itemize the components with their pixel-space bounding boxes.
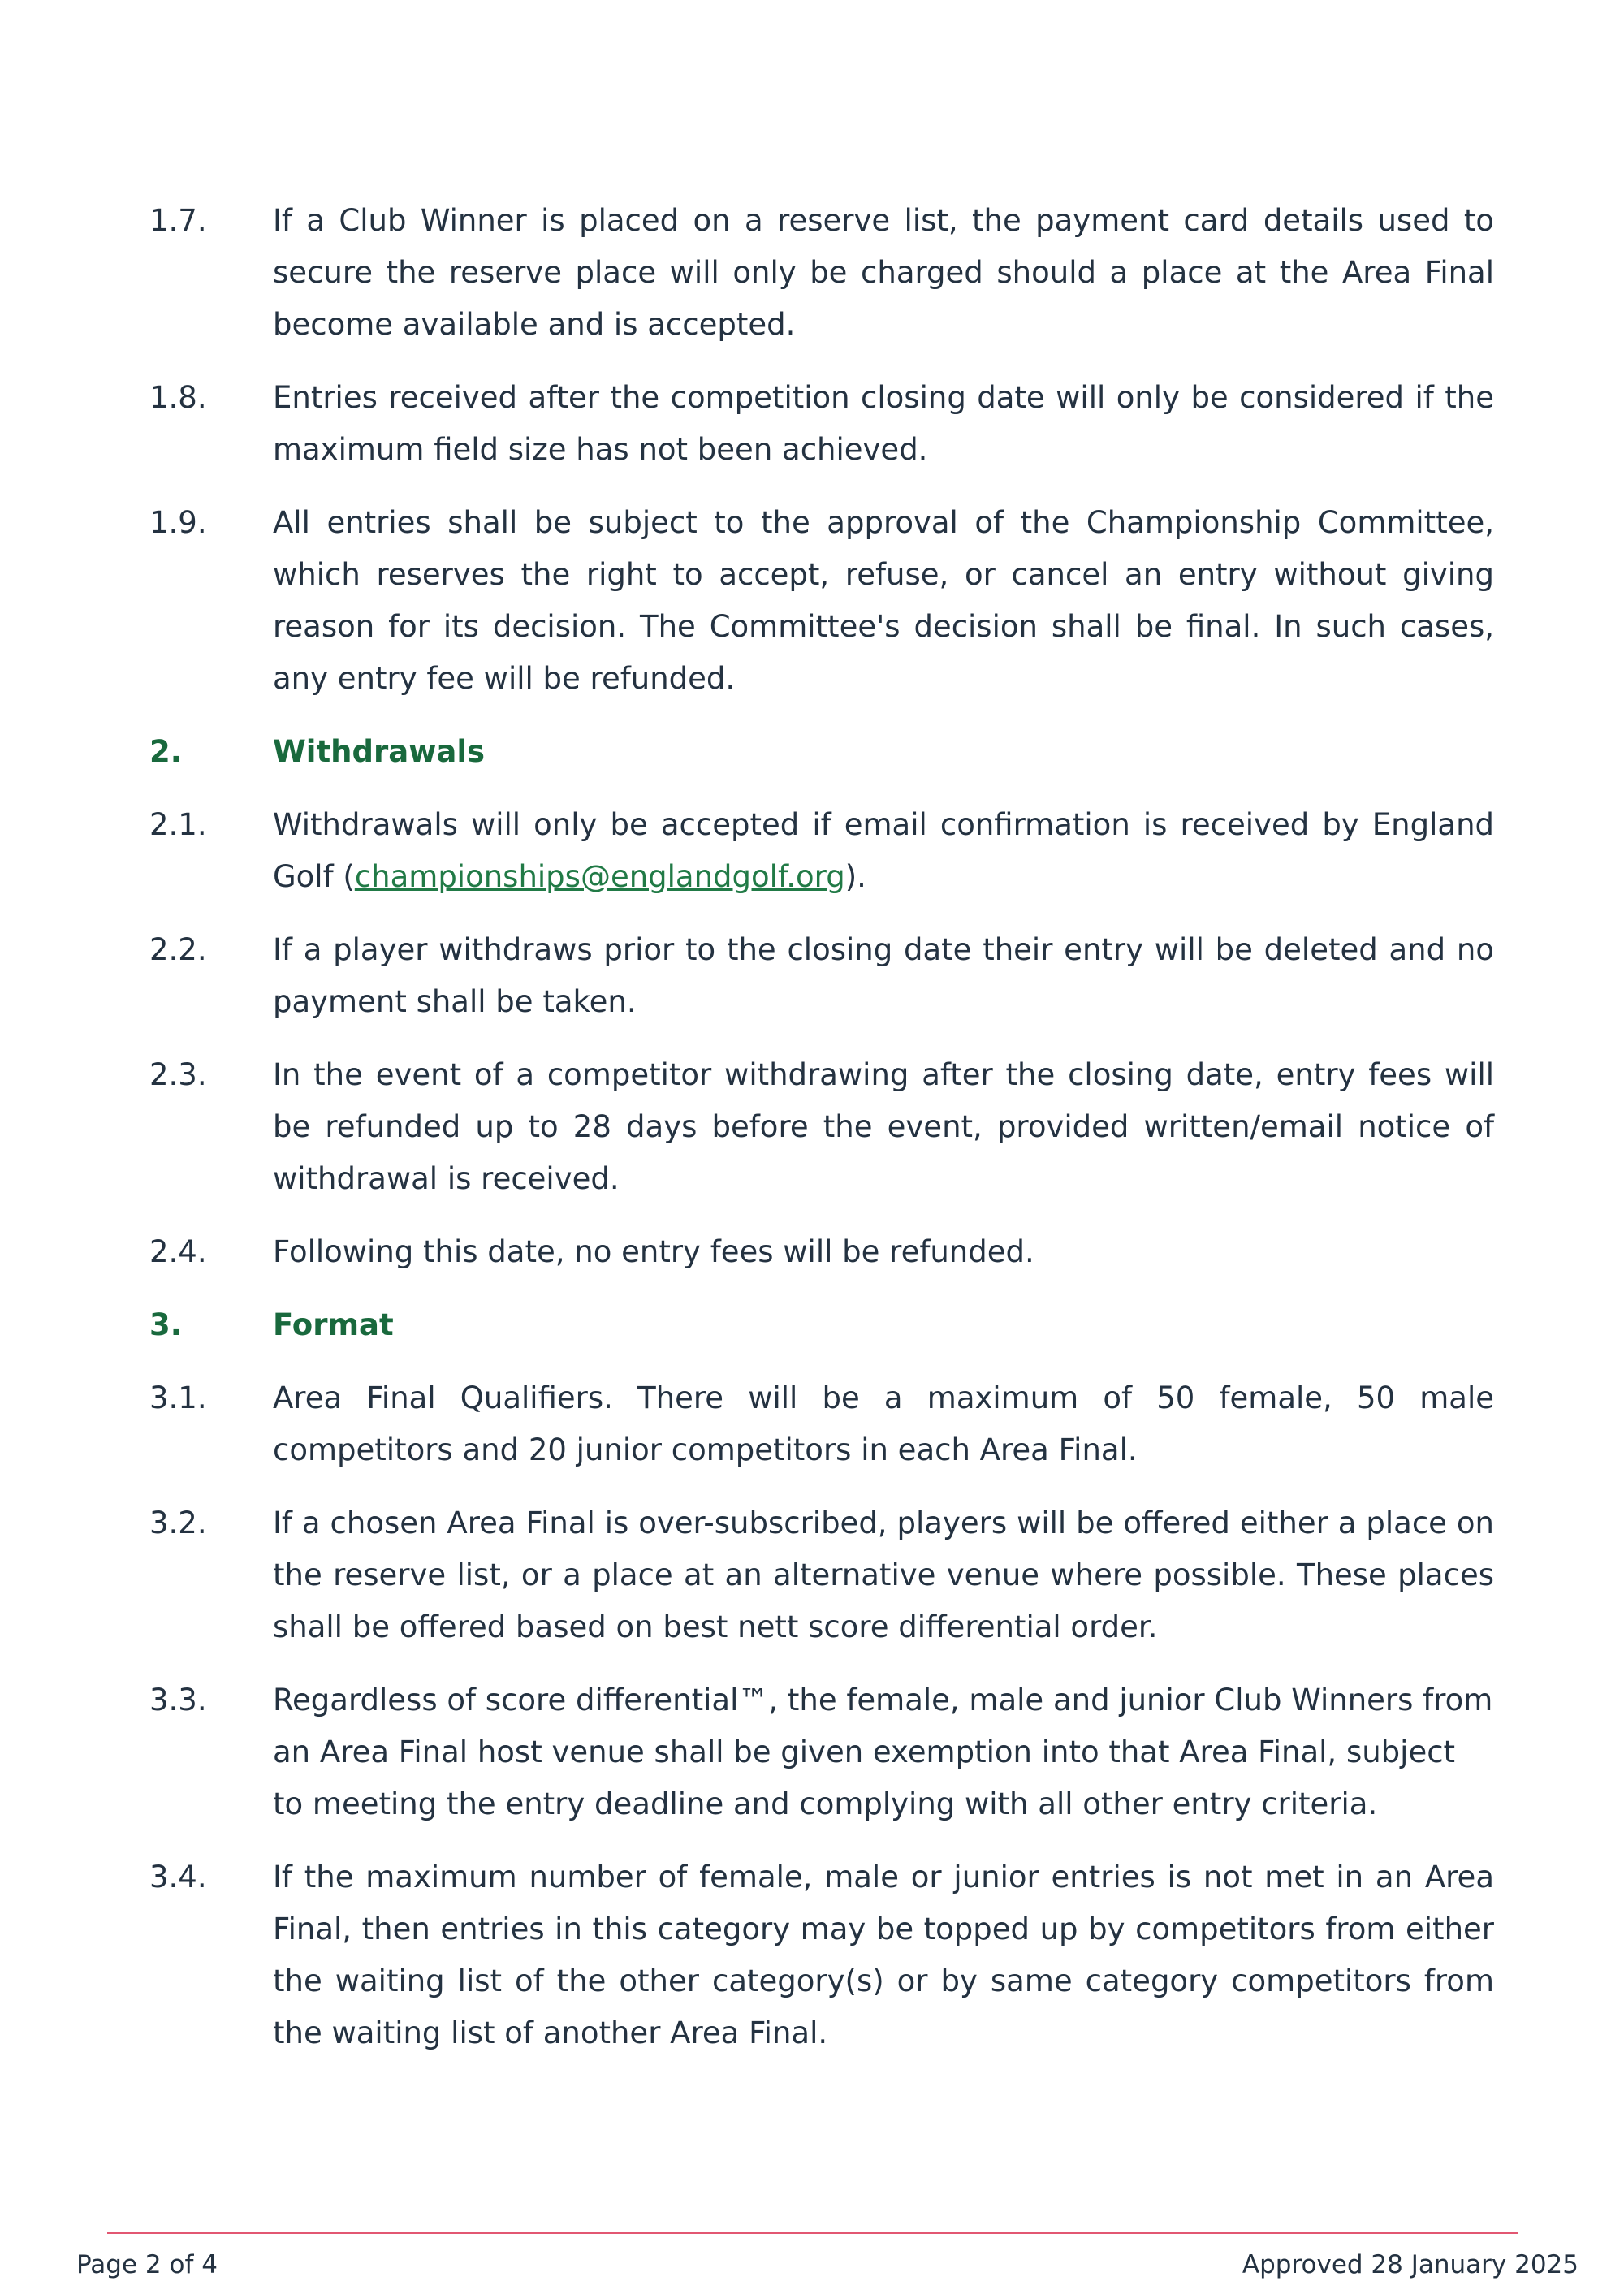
clause-3-3 [149,1674,1494,1830]
clause-text: All entries shall be subject to the approval of the Championship Committee, which reserves the right to accept, refuse, or cancel an entry without giving reason for its decision. The Committee's decision shall be final. In such cases, any entry fee will be refunded. [273,505,1494,696]
clause-number: 2.2. [149,932,207,967]
clause-text: Entries received after the competition closing date will only be considered if the maximum field size has not been achieved. [273,380,1494,467]
clause-text: If a chosen Area Final is over-subscribed, players will be offered either a place on the reserve list, or a place at an alternative venue where possible. These places shall be offered based on best nett score differential order. [273,1506,1494,1644]
clause-number: 1.9. [149,505,207,540]
clause-2-3 [149,1049,1494,1205]
clause-number: 2.1. [149,807,207,842]
clause-2-1 [149,799,1494,903]
clause-number: 2.4. [149,1234,207,1269]
approval-date: Approved 28 January 2025 [1242,2250,1579,2279]
clause-3-1 [149,1372,1494,1476]
clause-text: Following this date, no entry fees will be refunded. [273,1234,1034,1269]
page-number: Page 2 of 4 [76,2250,218,2279]
clause-number: 1.8. [149,380,207,415]
clause-2-4 [149,1226,1494,1278]
clause-text: Area Final Qualifiers. There will be a maximum of 50 female, 50 male competitors and 20 junior competitors in each Area Final. [273,1380,1494,1467]
clause-number: 3.2. [149,1506,207,1540]
clause-text: If the maximum number of female, male or junior entries is not met in an Area Final, then entries in this category may be topped up by competitors from either the waiting list of the other category(s) or by same category competitors from the waiting list of another Area Final. [273,1860,1494,2050]
clause-text: If a player withdraws prior to the closing date their entry will be deleted and no payment shall be taken. [273,932,1494,1019]
clause-text: In the event of a competitor withdrawing after the closing date, entry fees will be refunded up to 28 days before the event, provided written/email notice of withdrawal is received. [273,1057,1494,1196]
section-number: 2. [149,734,182,769]
clause-number: 1.7. [149,203,207,238]
clause-text: Regardless of score differential™, the female, male and junior Club Winners from an Area Final host venue shall be given exemption into that Area Final, subject to meeting the entry deadline and complying with all other entry criteria. [273,1683,1493,1821]
clause-3-4 [149,1851,1494,2059]
clause-number: 3.3. [149,1683,207,1717]
clause-1-7 [149,195,1494,351]
clause-1-8 [149,372,1494,476]
clause-number: 2.3. [149,1057,207,1092]
clause-number: 3.1. [149,1380,207,1415]
clause-text [273,799,1494,903]
footer-divider-line [107,2232,1518,2234]
clause-2-2 [149,924,1494,1028]
section-title: Format [273,1307,394,1342]
clause-text: If a Club Winner is placed on a reserve list, the payment card details used to secure the reserve place will only be charged should a place at the Area Final become available and is accepted. [273,203,1494,342]
section-title: Withdrawals [273,734,486,769]
clause-3-2 [149,1497,1494,1653]
document-body [149,195,1494,2080]
clause-1-9 [149,497,1494,705]
section-heading-format [149,1299,1494,1351]
clause-number: 3.4. [149,1860,207,1894]
section-number: 3. [149,1307,182,1342]
page-footer [76,2249,1579,2281]
email-link[interactable]: championships@englandgolf.org [354,859,845,894]
section-heading-withdrawals [149,726,1494,778]
clause-text-before-link: Withdrawals will only be accepted if email confirmation is received by England Golf ( [273,807,1494,894]
clause-text-after-link: ). [844,859,866,894]
